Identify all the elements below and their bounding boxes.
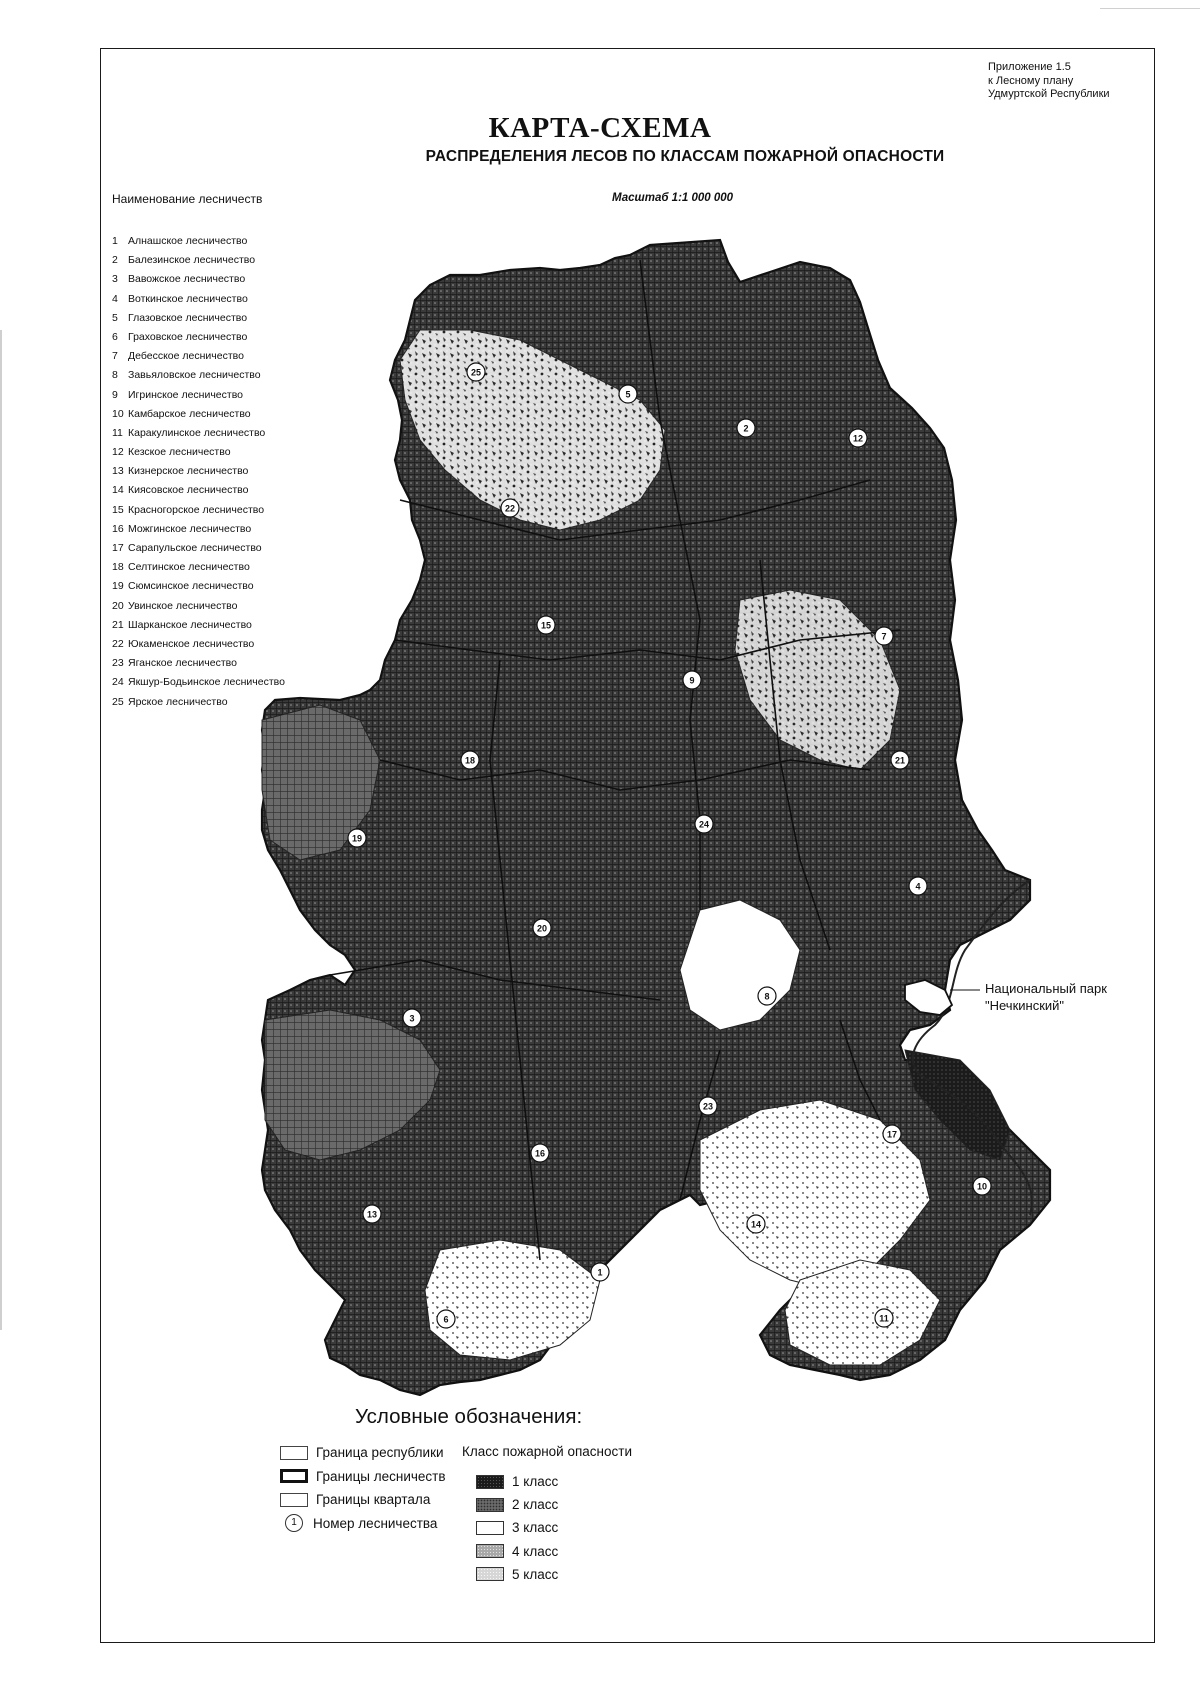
forestry-marker-label: 7 — [881, 631, 887, 642]
legend-item-label: Номер лесничества — [313, 1515, 438, 1531]
forestry-marker-label: 12 — [852, 433, 864, 444]
forestry-number: 23 — [112, 657, 124, 670]
map-scale: Масштаб 1:1 000 000 — [612, 192, 734, 204]
fire-class-swatch — [476, 1567, 504, 1581]
forestry-name: Шарканское лесничество — [128, 618, 252, 631]
forestry-marker-label: 14 — [750, 1219, 762, 1230]
forestry-name: Кезское лесничество — [128, 446, 231, 459]
forestry-marker — [747, 1215, 765, 1233]
forestry-marker-label: 13 — [366, 1209, 378, 1220]
forestry-marker-label: 4 — [915, 881, 921, 892]
legend-item-label: Границы лесничеств — [316, 1468, 446, 1484]
forestry-number: 4 — [112, 292, 118, 305]
forestry-marker-label: 23 — [702, 1101, 714, 1112]
forestry-marker — [591, 1263, 609, 1281]
forestry-number: 15 — [112, 503, 124, 516]
forestry-name: Можгинское лесничество — [128, 522, 252, 535]
forestry-marker — [363, 1205, 381, 1223]
forestry-number: 9 — [112, 388, 118, 401]
fire-class-swatch — [476, 1498, 504, 1512]
legend-fire-class-item — [476, 1516, 558, 1539]
fire-class-label: 4 класс — [512, 1543, 559, 1559]
forestry-name: Игринское лесничество — [128, 388, 243, 401]
forestry-marker — [973, 1177, 991, 1195]
forestry-marker-label: 22 — [504, 503, 516, 514]
forestry-name: Воткинское лесничество — [128, 292, 248, 305]
forestry-number: 12 — [112, 446, 124, 459]
forestry-marker-label: 17 — [886, 1129, 898, 1140]
forestry-name: Алнашское лесничество — [128, 235, 248, 247]
quarter-border-icon — [280, 1493, 308, 1507]
forestry-number: 19 — [112, 580, 124, 593]
republic-outline — [262, 240, 1050, 1395]
forestry-marker-label: 2 — [743, 423, 749, 434]
forestry-number: 17 — [112, 542, 124, 554]
forestry-marker — [348, 829, 366, 847]
forestry-number: 25 — [112, 695, 124, 708]
nechkinsky-park-label — [985, 980, 1107, 1014]
forestry-number: 24 — [112, 676, 124, 689]
forestry-name: Увинское лесничество — [128, 599, 238, 612]
forestry-number: 3 — [112, 273, 118, 286]
fire-class-label: 2 класс — [512, 1497, 559, 1513]
forestry-marker — [619, 385, 637, 403]
forestry-name: Балезинское лесничество — [128, 254, 256, 267]
forestry-number: 14 — [112, 484, 124, 497]
forestry-number: 7 — [112, 350, 118, 363]
legend-title: Условные обозначения: — [355, 1405, 583, 1428]
legend-item-forestry-border — [280, 1465, 446, 1489]
legend-item-forestry-number — [280, 1512, 446, 1536]
appendix-line: Приложение 1.5 — [988, 61, 1071, 73]
forestry-marker-label: 24 — [698, 819, 710, 830]
forestry-name: Красногорское лесничество — [128, 503, 265, 516]
forestry-marker — [758, 987, 776, 1005]
legend-fire-class-item — [476, 1493, 558, 1516]
forestry-name: Сюмсинское лесничество — [128, 580, 254, 593]
forestry-border-icon — [280, 1469, 308, 1483]
fire-class-label: 3 класс — [512, 1520, 559, 1536]
forestry-marker — [537, 616, 555, 634]
forestry-number: 5 — [112, 311, 118, 324]
fire-class-swatch — [476, 1544, 504, 1558]
legend-fire-class-item — [476, 1470, 558, 1493]
forestry-marker — [699, 1097, 717, 1115]
forestry-number-icon: 1 — [285, 1514, 303, 1532]
legend-borders — [280, 1441, 446, 1535]
forestry-marker — [883, 1125, 901, 1143]
forestry-marker — [683, 671, 701, 689]
forestry-name: Юкаменское лесничество — [128, 637, 255, 650]
forestry-marker-label: 3 — [409, 1013, 415, 1024]
forestry-marker — [467, 363, 485, 381]
forestry-marker — [531, 1144, 549, 1162]
forestry-marker-label: 11 — [879, 1313, 889, 1324]
forestry-marker-label: 21 — [894, 755, 906, 766]
forestry-name: Вавожское лесничество — [128, 273, 246, 286]
forestry-marker — [695, 815, 713, 833]
forestry-name: Глазовское лесничество — [128, 311, 248, 324]
forestry-marker-label: 6 — [443, 1314, 449, 1325]
forestry-marker — [461, 751, 479, 769]
legend-fire-classes — [476, 1470, 558, 1586]
forestry-marker-label: 18 — [464, 755, 476, 766]
forestry-marker — [875, 1309, 893, 1327]
legend-fire-class-item — [476, 1540, 558, 1563]
forestry-name: Кизнерское лесничество — [128, 465, 249, 478]
forestry-marker — [403, 1009, 421, 1027]
forestry-marker-label: 25 — [470, 367, 482, 378]
fire-class-swatch — [476, 1521, 504, 1535]
forestry-number: 11 — [112, 426, 123, 439]
park-label-line: "Нечкинский" — [985, 998, 1065, 1013]
forestry-name: Ярское лесничество — [128, 695, 228, 708]
forestry-name: Завьяловское лесничество — [128, 369, 261, 382]
forestry-marker-label: 15 — [540, 620, 552, 631]
forestry-name: Якшур-Бодьинское лесничество — [128, 676, 285, 689]
forestry-name: Камбарское лесничество — [128, 407, 251, 420]
legend-item-republic-border — [280, 1441, 446, 1465]
forestry-number: 2 — [112, 254, 118, 267]
appendix-line: к Лесному плану — [988, 74, 1074, 87]
forestry-name: Киясовское лесничество — [128, 484, 249, 497]
forestry-list-header: Наименование лесничеств — [112, 192, 263, 206]
appendix-line: Удмуртской Республики — [988, 88, 1110, 100]
forestry-number: 22 — [112, 637, 124, 650]
forestry-number: 6 — [112, 330, 118, 343]
fire-class-label: 5 класс — [512, 1566, 559, 1582]
forestry-number: 10 — [112, 407, 124, 420]
forestry-marker — [737, 419, 755, 437]
forestry-marker — [891, 751, 909, 769]
forestry-name: Яганское лесничество — [128, 657, 237, 670]
forestry-marker — [533, 919, 551, 937]
forestry-marker-label: 10 — [976, 1181, 988, 1192]
forestry-name: Сарапульское лесничество — [128, 542, 262, 554]
forestry-marker-label: 1 — [597, 1267, 603, 1278]
legend-fire-class-item — [476, 1563, 558, 1586]
forestry-number: 8 — [112, 369, 118, 382]
forestry-marker — [437, 1310, 455, 1328]
park-label-line: Национальный парк — [985, 981, 1107, 996]
legend-item-label: Граница республики — [316, 1445, 444, 1461]
republic-border-icon — [280, 1446, 308, 1460]
forestry-number: 16 — [112, 522, 124, 535]
forestry-marker-label: 9 — [689, 675, 695, 686]
legend-item-label: Границы квартала — [316, 1492, 431, 1508]
forestry-name: Каракулинское лесничество — [128, 426, 266, 439]
map-subtitle: РАСПРЕДЕЛЕНИЯ ЛЕСОВ ПО КЛАССАМ ПОЖАРНОЙ ОПАСНОСТИ — [425, 148, 945, 165]
forestry-number: 20 — [112, 599, 124, 612]
forestry-marker — [849, 429, 867, 447]
fire-class-label: 1 класс — [512, 1474, 559, 1490]
forestry-number: 1 — [112, 235, 118, 247]
forestry-marker — [875, 627, 893, 645]
forestry-number: 18 — [112, 561, 124, 574]
map-title: КАРТА-СХЕМА — [488, 112, 712, 144]
forestry-number: 13 — [112, 465, 124, 478]
forestry-name: Дебесское лесничество — [128, 350, 244, 363]
forestry-marker-label: 19 — [351, 833, 363, 844]
forestry-marker-label: 8 — [764, 991, 770, 1002]
forestry-marker-label: 20 — [536, 923, 548, 934]
forestry-marker-label: 5 — [625, 389, 631, 400]
fire-class-swatch — [476, 1475, 504, 1489]
forestry-name: Граховское лесничество — [128, 330, 248, 343]
forestry-marker-label: 16 — [534, 1148, 546, 1159]
legend-item-quarter-border — [280, 1488, 446, 1512]
forestry-name: Селтинское лесничество — [128, 561, 250, 574]
fire-class-title: Класс пожарной опасности — [462, 1444, 632, 1459]
forestry-marker — [501, 499, 519, 517]
forestry-number: 21 — [112, 618, 124, 631]
forestry-marker — [909, 877, 927, 895]
